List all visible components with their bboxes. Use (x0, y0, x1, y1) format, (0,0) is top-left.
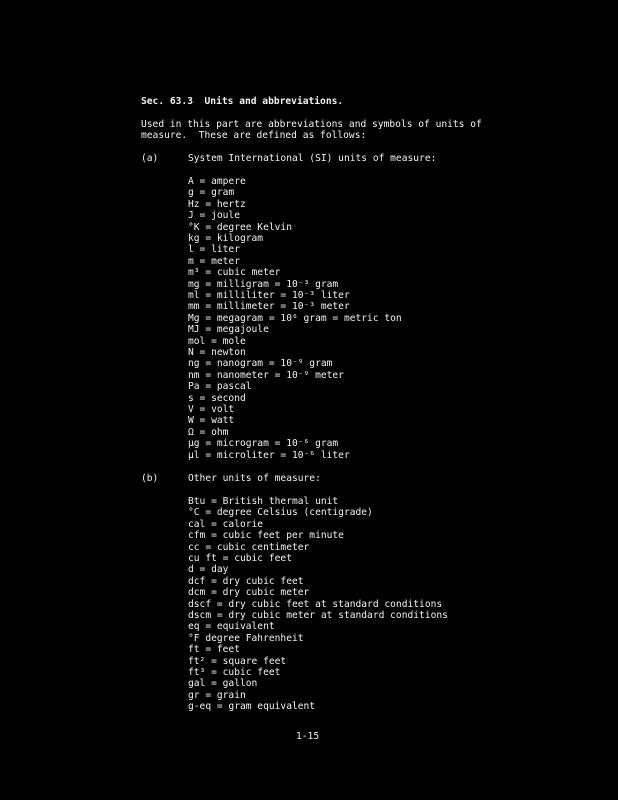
unit-entry: °K = degree Kelvin (188, 221, 292, 233)
unit-entry: W = watt (188, 415, 235, 427)
unit-entry: mm = millimeter = 10⁻³ meter (188, 301, 350, 313)
part-a-label: (a) (141, 153, 159, 164)
unit-entry: cu ft = cubic feet (188, 553, 292, 564)
unit-entry: Mg = megagram = 10⁶ gram = metric ton (188, 312, 402, 324)
unit-entry: s = second (188, 392, 246, 404)
unit-entry: Hz = hertz (188, 198, 246, 210)
unit-entry: cc = cubic centimeter (188, 541, 310, 553)
unit-entry: cal = calorie (188, 518, 264, 530)
section-title: Sec. 63.3 Units and abbreviations. (141, 96, 344, 107)
unit-entry: dscf = dry cubic feet at standard conditions (188, 598, 443, 610)
unit-entry: ft³ = cubic feet (188, 667, 281, 678)
unit-entry: l = liter (188, 244, 240, 256)
unit-entry: A = ampere (188, 176, 246, 187)
unit-entry: ft² = square feet (188, 655, 287, 667)
unit-entry: Btu = British thermal unit (188, 496, 339, 507)
unit-entry: µl = microliter = 10⁻⁶ liter (188, 449, 350, 461)
part-b-label: (b) (141, 473, 159, 484)
unit-entry: mg = milligram = 10⁻³ gram (188, 278, 339, 290)
page-number: 1-15 (296, 731, 320, 742)
unit-entry: nm = nanometer = 10⁻⁹ meter (188, 369, 344, 381)
unit-entry: dcf = dry cubic feet (188, 575, 304, 587)
unit-entry: ng = nanogram = 10⁻⁹ gram (188, 358, 333, 370)
unit-entry: °F degree Fahrenheit (188, 632, 304, 644)
unit-entry: g = gram (188, 187, 235, 199)
intro-line-2: measure. These are defined as follows: (141, 130, 367, 141)
unit-entry: dcm = dry cubic meter (188, 587, 310, 599)
unit-entry: gal = gallon (188, 678, 258, 690)
unit-entry: V = volt (188, 404, 235, 415)
unit-entry: m = meter (188, 255, 240, 267)
unit-entry: cfm = cubic feet per minute (188, 530, 344, 542)
part-b-heading: Other units of measure: (188, 473, 321, 484)
unit-entry: ml = milliliter = 10⁻³ liter (188, 290, 350, 301)
intro-line-1: Used in this part are abbreviations and symbols of units of (141, 119, 482, 130)
unit-entry: dscm = dry cubic meter at standard conditions (188, 610, 448, 621)
unit-entry: J = joule (188, 210, 240, 222)
unit-entry: Ω = ohm (188, 426, 229, 438)
unit-entry: eq = equivalent (188, 621, 275, 633)
unit-entry: gr = grain (188, 689, 246, 701)
unit-entry: MJ = megajoule (188, 324, 269, 336)
part-a-heading: System International (SI) units of measure: (188, 153, 437, 164)
unit-entry: g-eq = gram equivalent (188, 701, 316, 713)
unit-entry: mol = mole (188, 335, 246, 347)
unit-entry: m³ = cubic meter (188, 267, 281, 279)
unit-entry: d = day (188, 564, 229, 576)
unit-entry: ft = feet (188, 644, 240, 656)
unit-entry: °C = degree Celsius (centigrade) (188, 507, 373, 519)
unit-entry: kg = kilogram (188, 233, 264, 244)
unit-entry: Pa = pascal (188, 381, 252, 393)
unit-entry: N = newton (188, 347, 246, 358)
unit-entry: µg = microgram = 10⁻⁶ gram (188, 438, 339, 450)
